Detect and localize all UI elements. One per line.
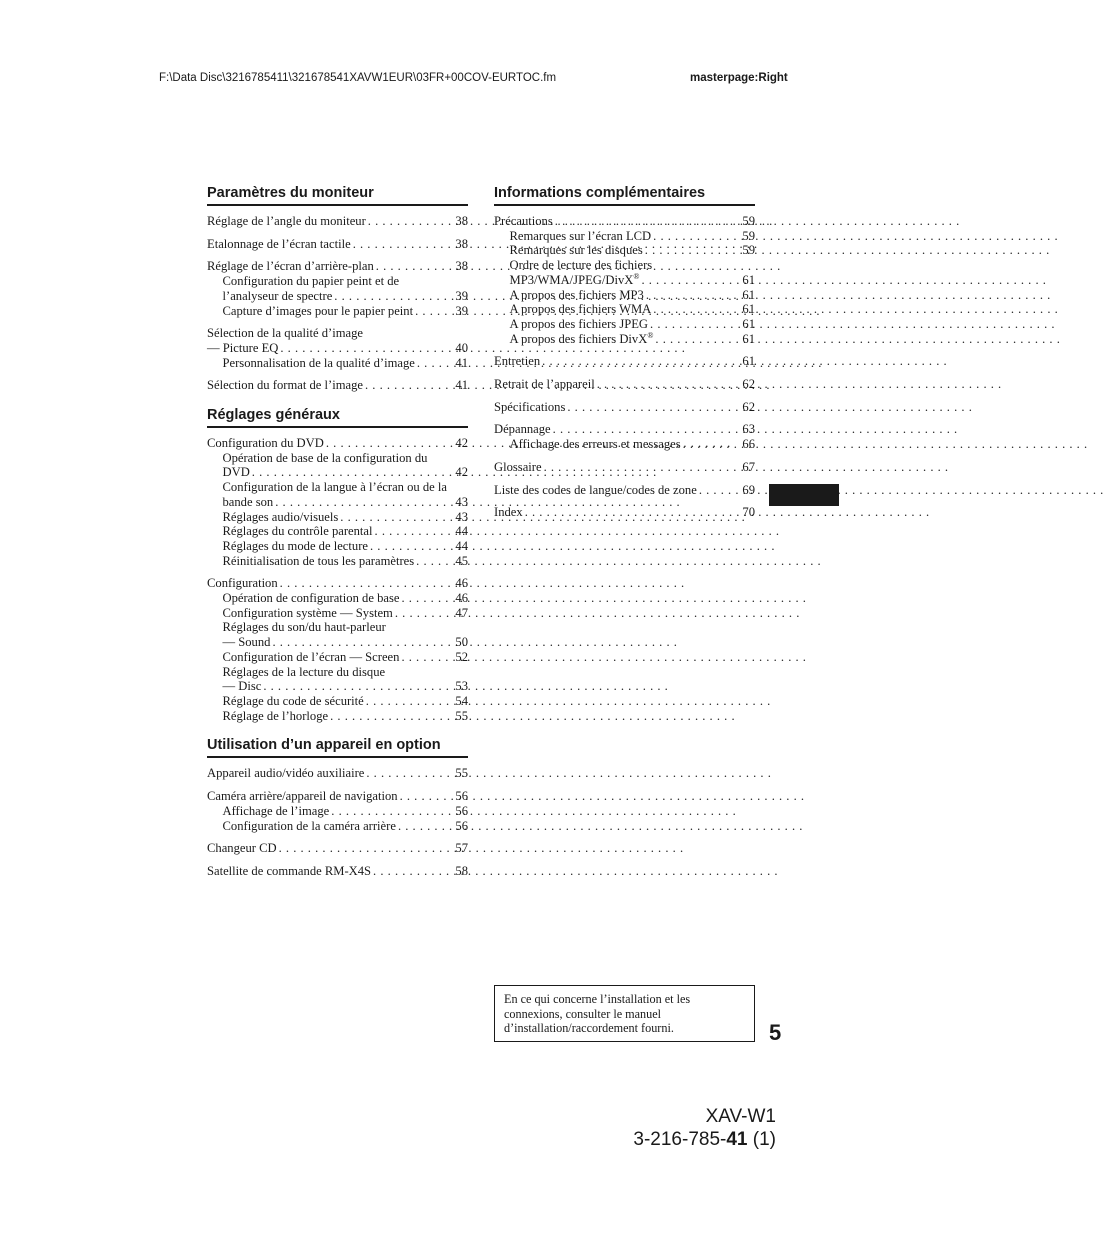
- toc-page-number: 50: [455, 635, 468, 650]
- toc-entry-text: [510, 258, 653, 273]
- toc-page-number: 43: [455, 494, 468, 509]
- toc-entry-label: Réglages du contrôle parental: [222, 524, 373, 539]
- section-title: Utilisation d’un appareil en option: [207, 737, 468, 758]
- toc-entry-text: [223, 694, 364, 709]
- toc-page-number: 63: [742, 422, 755, 437]
- toc-entry-text: [223, 289, 333, 304]
- toc-entry: [207, 650, 468, 665]
- toc-column-left: [207, 185, 468, 893]
- toc-entry-text: [223, 819, 396, 834]
- toc-entry-text: [207, 766, 364, 781]
- toc-entry: [494, 243, 755, 258]
- toc-entry-label: Opération de base de la configuration du: [222, 450, 428, 465]
- toc-page-number: 55: [455, 766, 468, 781]
- toc-entry-text: [207, 789, 398, 804]
- toc-page-number: 38: [455, 214, 468, 228]
- toc-group: [207, 766, 468, 781]
- toc-entry-label: Réglage du code de sécurité: [222, 693, 364, 708]
- toc-entry-text: [223, 480, 448, 495]
- toc-entry: [494, 332, 755, 347]
- toc-entry: [494, 400, 755, 415]
- toc-entry: [207, 356, 468, 371]
- toc-entry: [207, 591, 468, 606]
- dot-leader: [324, 436, 456, 451]
- toc-section: [207, 737, 468, 878]
- toc-entry-text: [223, 679, 262, 694]
- toc-entry: [207, 304, 468, 319]
- toc-entry-label: Configuration de l’écran — Screen: [222, 649, 400, 664]
- toc-entry-label: Satellite de commande RM-X4S: [207, 863, 372, 878]
- dot-leader: [651, 229, 742, 244]
- toc-entry: [207, 635, 468, 650]
- toc-group: [207, 326, 468, 370]
- dot-leader: [277, 841, 456, 856]
- toc-entry-label: Réglages du mode de lecture: [222, 538, 368, 553]
- toc-entry: [207, 606, 468, 621]
- dot-leader: [681, 437, 743, 452]
- toc-entry-text: [223, 620, 386, 635]
- toc-entry-label: Ordre de lecture des fichiers: [509, 258, 653, 273]
- toc-entry-text: [223, 524, 373, 539]
- toc-entry: [207, 841, 468, 856]
- toc-page-number: 61: [742, 354, 755, 369]
- toc-entry-text: [207, 237, 351, 252]
- toc-entry: [494, 437, 755, 452]
- toc-group: [207, 841, 468, 856]
- toc-page-number: 44: [455, 524, 468, 539]
- toc-entry-text: [494, 400, 565, 415]
- toc-page-number: 66: [742, 437, 755, 452]
- registered-mark: ®: [633, 271, 640, 281]
- dot-leader: [644, 288, 743, 303]
- toc-entry: [207, 789, 468, 804]
- toc-group: [207, 214, 468, 229]
- toc-page-number: 52: [455, 649, 468, 664]
- toc-entry-text: [223, 554, 415, 569]
- registered-mark: ®: [647, 330, 654, 340]
- part-number: [633, 1129, 776, 1151]
- toc-entry-text: [223, 465, 250, 480]
- toc-entry-text: [223, 650, 400, 665]
- toc-entry-label: Liste des codes de langue/codes de zone: [494, 482, 697, 497]
- toc-entry-text: [207, 841, 277, 856]
- toc-entry-label: Configuration de la caméra arrière: [222, 818, 396, 833]
- toc-entry: [207, 694, 468, 709]
- toc-entry-text: [207, 378, 363, 393]
- toc-entry-label: Réinitialisation de tous les paramètres: [222, 553, 415, 568]
- toc-group: [207, 864, 468, 879]
- toc-entry-label: Spécifications: [494, 399, 566, 414]
- toc-group: [207, 237, 468, 252]
- dot-leader: [415, 356, 456, 371]
- toc-entry-text: [510, 273, 640, 288]
- dot-leader: [595, 377, 743, 392]
- toc-entry-label: Glossaire: [494, 459, 542, 474]
- toc-entry-label: Réglage de l’horloge: [222, 708, 329, 723]
- toc-entry: [207, 289, 468, 304]
- toc-group: [494, 460, 755, 475]
- toc-entry: [494, 288, 755, 303]
- toc-group: [207, 789, 468, 833]
- toc-page-number: 53: [455, 679, 468, 694]
- note-line: connexions, consulter le manuel: [504, 1006, 662, 1021]
- dot-leader: [374, 259, 456, 274]
- toc-group: [207, 259, 468, 318]
- toc-entry-label: Configuration de la langue à l’écran ou de la: [222, 480, 447, 495]
- toc-entry: [494, 317, 755, 332]
- toc-page-number: 54: [455, 693, 468, 708]
- part-number-prefix: 3-216-785-: [633, 1129, 727, 1150]
- toc-entry-text: [510, 332, 654, 347]
- toc-entry-text: [494, 505, 523, 520]
- toc-entry-text: [223, 665, 386, 680]
- toc-entry: [207, 804, 468, 819]
- toc-entry-text: [223, 539, 368, 554]
- toc-page-number: 70: [742, 505, 755, 520]
- toc-entry-label: Configuration du papier peint et de: [222, 274, 400, 289]
- toc-entry: [207, 554, 468, 569]
- toc-entry: [494, 377, 755, 392]
- dot-leader: [540, 354, 742, 369]
- toc-page-number: 40: [455, 340, 468, 355]
- toc-entry-text: [510, 437, 681, 452]
- toc-entry-text: [494, 214, 553, 229]
- toc-page-number: 61: [742, 316, 755, 331]
- toc-group: [494, 400, 755, 415]
- toc-page-number: 41: [455, 378, 468, 393]
- dot-leader: [414, 554, 455, 569]
- dot-leader: [399, 650, 455, 665]
- toc-entry-text: [223, 606, 393, 621]
- toc-page-number: 58: [455, 863, 468, 878]
- toc-page-number: 62: [742, 377, 755, 392]
- toc-entry: [494, 273, 755, 288]
- toc-entry-text: [510, 229, 652, 244]
- dot-leader: [368, 539, 455, 554]
- dot-leader: [413, 304, 455, 319]
- toc-entry-label: Caméra arrière/appareil de navigation: [207, 789, 398, 804]
- toc-entry: [207, 259, 468, 274]
- toc-entry: [207, 665, 468, 680]
- toc-entry: [494, 229, 755, 244]
- toc-entry-label: Dépannage: [494, 422, 551, 437]
- dot-leader: [364, 694, 456, 709]
- toc-section: [494, 185, 755, 520]
- toc-entry-label: Sélection de la qualité d’image: [207, 326, 363, 341]
- toc-entry: [207, 679, 468, 694]
- toc-entry: [207, 341, 468, 356]
- toc-entry-text: [494, 460, 542, 475]
- toc-group: [207, 436, 468, 568]
- dot-leader: [373, 524, 456, 539]
- toc-page-number: 59: [742, 214, 755, 228]
- toc-entry-text: [223, 356, 415, 371]
- toc-page-number: 55: [455, 708, 468, 723]
- toc-section: [207, 185, 468, 393]
- toc-entry-label: Réglages audio/visuels: [222, 509, 339, 524]
- toc-page-number: 57: [455, 841, 468, 856]
- toc-entry-label: Entretien: [494, 354, 541, 369]
- toc-page-number: 43: [455, 509, 468, 524]
- dot-leader: [363, 378, 455, 393]
- toc-entry: [494, 422, 755, 437]
- toc-page-number: 45: [455, 553, 468, 568]
- toc-entry-label: bande son: [222, 494, 274, 509]
- toc-entry-label: l’analyseur de spectre: [222, 288, 333, 303]
- toc-entry: [207, 620, 468, 635]
- dot-leader: [366, 214, 456, 229]
- toc-entry-text: [207, 576, 278, 591]
- toc-entry-text: [207, 341, 278, 356]
- toc-entry-label: Réglage de l’écran d’arrière-plan: [207, 259, 374, 274]
- dot-leader: [371, 864, 455, 879]
- toc-entry: [494, 214, 755, 229]
- toc-entry-text: [223, 591, 400, 606]
- toc-entry-label: Configuration: [207, 576, 278, 591]
- dot-leader: [697, 483, 743, 498]
- file-path: F:\Data Disc\3216785411\321678541XAVW1EUR\03FR+00COV-EURTOC.fm: [159, 72, 557, 84]
- toc-entry: [207, 451, 468, 466]
- dot-leader: [261, 679, 455, 694]
- chapter-tab-marker: [769, 484, 839, 506]
- toc-entry-text: [510, 288, 644, 303]
- toc-column-right: [494, 185, 755, 534]
- toc-entry: [207, 766, 468, 781]
- toc-page-number: 62: [742, 399, 755, 414]
- toc-entry-label: Index: [494, 505, 523, 520]
- toc-group: [494, 422, 755, 451]
- dot-leader: [332, 289, 455, 304]
- dot-leader: [653, 332, 742, 347]
- dot-leader: [651, 302, 742, 317]
- toc-entry: [207, 709, 468, 724]
- toc-page-number: 56: [455, 818, 468, 833]
- dot-leader: [399, 591, 455, 606]
- toc-entry: [494, 354, 755, 369]
- dot-leader: [393, 606, 456, 621]
- toc-entry: [207, 274, 468, 289]
- dot-leader: [398, 789, 456, 804]
- toc-entry: [494, 302, 755, 317]
- toc-entry-text: [223, 495, 274, 510]
- toc-page-number: 38: [455, 259, 468, 274]
- toc-entry-label: Retrait de l’appareil: [494, 377, 595, 392]
- note-line: En ce qui concerne l’installation et les: [504, 992, 691, 1006]
- toc-entry-label: Opération de configuration de base: [222, 591, 400, 606]
- toc-entry-label: Précautions: [494, 214, 553, 228]
- dot-leader: [250, 465, 456, 480]
- toc-entry-text: [494, 354, 540, 369]
- toc-entry-text: [207, 326, 363, 341]
- toc-entry: [494, 258, 755, 273]
- dot-leader: [396, 819, 455, 834]
- toc-entry-label: A propos des fichiers MP3: [509, 287, 644, 302]
- toc-page-number: 39: [455, 303, 468, 318]
- toc-entry: [494, 483, 755, 498]
- toc-entry-text: [494, 483, 697, 498]
- toc-entry-text: [494, 422, 551, 437]
- toc-entry: [207, 539, 468, 554]
- toc-page-number: 61: [742, 272, 755, 287]
- toc-entry-text: [207, 259, 374, 274]
- toc-entry-label: A propos des fichiers JPEG: [509, 316, 649, 331]
- toc-entry-text: [510, 302, 652, 317]
- dot-leader: [648, 317, 742, 332]
- toc-page-number: 42: [455, 436, 468, 451]
- toc-entry-label: — Sound: [222, 635, 271, 650]
- toc-entry-label: Capture d’images pour le papier peint: [222, 303, 414, 318]
- toc-entry: [207, 495, 468, 510]
- dot-leader: [643, 243, 743, 258]
- part-number-suffix: (1): [747, 1129, 776, 1150]
- toc-entry-label: — Disc: [222, 679, 262, 694]
- toc-entry: [207, 576, 468, 591]
- toc-page-number: 56: [455, 803, 468, 818]
- toc-group: [207, 378, 468, 393]
- toc-entry: [207, 436, 468, 451]
- toc-entry-text: [223, 635, 271, 650]
- toc-entry-text: [223, 510, 339, 525]
- toc-page-number: 42: [455, 465, 468, 480]
- toc-entry-label: Réglages du son/du haut-parleur: [222, 620, 386, 635]
- toc-page-number: 61: [742, 331, 755, 346]
- toc-page-number: 67: [742, 459, 755, 474]
- model-name: XAV-W1: [705, 1106, 776, 1127]
- dot-leader: [364, 766, 455, 781]
- toc-group: [494, 483, 755, 498]
- page-number: 5: [769, 1020, 782, 1045]
- dot-leader: [351, 237, 456, 252]
- section-title: Réglages généraux: [207, 407, 468, 428]
- toc-entry: [207, 480, 468, 495]
- toc-entry-label: A propos des fichiers WMA: [509, 302, 652, 317]
- dot-leader: [270, 635, 455, 650]
- toc-page-number: 41: [455, 355, 468, 370]
- toc-page-number: 38: [455, 236, 468, 251]
- toc-entry-label: Remarques sur les disques: [509, 243, 643, 258]
- dot-leader: [523, 505, 743, 520]
- toc-entry-label: MP3/WMA/JPEG/DivX: [509, 272, 634, 287]
- dot-leader: [338, 510, 455, 525]
- toc-group: [494, 505, 755, 520]
- toc-entry-label: DVD: [222, 465, 250, 480]
- toc-page-number: 46: [455, 576, 468, 591]
- toc-entry-text: [223, 451, 428, 466]
- dot-leader: [328, 709, 455, 724]
- toc-group: [207, 576, 468, 723]
- dot-leader: [565, 400, 742, 415]
- toc-entry-text: [494, 377, 595, 392]
- toc-entry-label: Changeur CD: [207, 841, 277, 856]
- toc-entry-label: Remarques sur l’écran LCD: [509, 228, 652, 243]
- toc-entry-text: [223, 274, 400, 289]
- masterpage-label: masterpage:Right: [690, 72, 788, 84]
- toc-entry: [207, 510, 468, 525]
- toc-page-number: 61: [742, 302, 755, 317]
- dot-leader: [639, 273, 742, 288]
- toc-entry: [207, 378, 468, 393]
- part-number-bold: 41: [726, 1129, 748, 1150]
- toc-page-number: 59: [742, 228, 755, 243]
- toc-entry-text: [207, 436, 324, 451]
- toc-group: [494, 214, 755, 346]
- toc-entry-label: A propos des fichiers DivX: [509, 331, 648, 346]
- note-box: [494, 985, 755, 1042]
- toc-entry-label: Appareil audio/vidéo auxiliaire: [207, 766, 365, 781]
- toc-group: [494, 354, 755, 369]
- dot-leader: [329, 804, 455, 819]
- toc-entry-text: [223, 804, 330, 819]
- toc-entry-label: Affichage de l’image: [222, 803, 330, 818]
- section-title: Paramètres du moniteur: [207, 185, 468, 206]
- toc-entry-text: [223, 709, 329, 724]
- toc-entry: [207, 326, 468, 341]
- toc-entry-label: Réglages de la lecture du disque: [222, 664, 386, 679]
- toc-page-number: 44: [455, 538, 468, 553]
- toc-page-number: 47: [455, 605, 468, 620]
- toc-entry-text: [207, 864, 371, 879]
- toc-page-number: 46: [455, 591, 468, 606]
- toc-page-number: 39: [455, 288, 468, 303]
- toc-entry-label: Configuration système — System: [222, 605, 393, 620]
- toc-entry: [207, 465, 468, 480]
- toc-entry-label: Sélection du format de l’image: [207, 378, 363, 393]
- toc-group: [494, 377, 755, 392]
- toc-entry-label: — Picture EQ: [207, 340, 279, 355]
- toc-entry-label: Personnalisation de la qualité d’image: [222, 355, 415, 370]
- toc-entry-text: [510, 243, 643, 258]
- toc-entry: [494, 505, 755, 520]
- dot-leader: [542, 460, 743, 475]
- toc-entry-text: [223, 304, 414, 319]
- toc-entry: [207, 214, 468, 229]
- dot-leader: [278, 576, 456, 591]
- dot-leader: [551, 422, 743, 437]
- dot-leader: [278, 341, 455, 356]
- toc-entry-text: [510, 317, 649, 332]
- toc-entry-text: [207, 214, 366, 229]
- toc-entry: [207, 864, 468, 879]
- toc-entry-label: Configuration du DVD: [207, 436, 324, 451]
- toc-page-number: 61: [742, 287, 755, 302]
- toc-section: [207, 407, 468, 723]
- note-line: d’installation/raccordement fourni.: [504, 1021, 674, 1035]
- toc-entry: [494, 460, 755, 475]
- toc-entry-label: Affichage des erreurs et messages: [509, 437, 681, 452]
- section-title: Informations complémentaires: [494, 185, 755, 206]
- toc-entry: [207, 819, 468, 834]
- toc-entry: [207, 237, 468, 252]
- toc-entry-label: Réglage de l’angle du moniteur: [207, 214, 366, 228]
- toc-entry: [207, 524, 468, 539]
- toc-page-number: 56: [455, 789, 468, 804]
- toc-page-number: 69: [742, 482, 755, 497]
- dot-leader: [273, 495, 455, 510]
- toc-page-number: 59: [742, 243, 755, 258]
- dot-leader: [553, 214, 743, 229]
- toc-entry-label: Etalonnage de l’écran tactile: [207, 236, 351, 251]
